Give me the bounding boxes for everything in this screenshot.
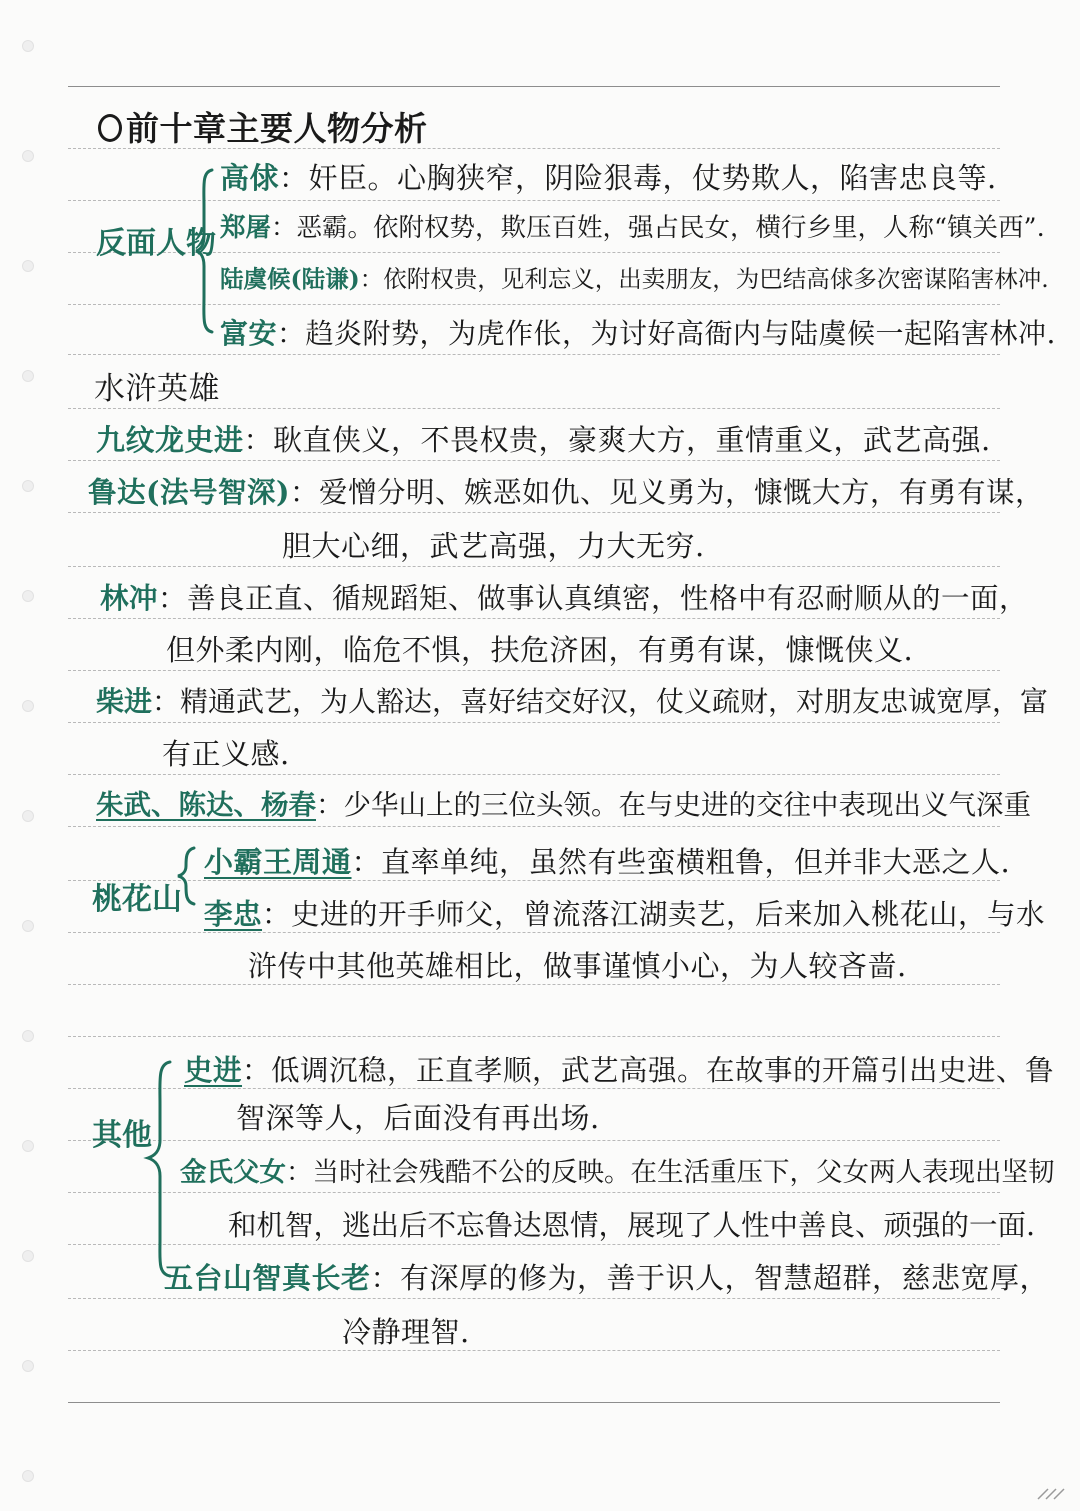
hero-desc: ：少华山上的三位头领。在与史进的交往中表现出义气深重 [316, 789, 1031, 821]
villain-entry [220, 213, 1045, 243]
hero-entry [88, 475, 1044, 509]
brace-icon [196, 166, 216, 336]
ruled-line [68, 722, 1000, 723]
taohuashan-desc-continued: 浒传中其他英雄相比，做事谨慎小心，为人较吝啬. [248, 949, 907, 983]
hero-name: 朱武、陈达、杨春 [96, 789, 316, 821]
villain-entry [220, 317, 1056, 350]
villain-entry [220, 161, 997, 195]
taohuashan-group-label: 桃花山 [92, 882, 182, 917]
hero-desc: ：善良正直、循规蹈矩、做事认真缜密，性格中有忍耐顺从的一面， [158, 582, 1029, 615]
villains-group-label: 反面人物 [96, 226, 216, 261]
villain-desc: ：趋炎附势，为虎作伥，为讨好高衙内与陆虞候一起陷害林冲. [277, 317, 1056, 350]
hero-desc: ：耿直侠义，不畏权贵，豪爽大方，重情重义，武艺高强. [243, 423, 991, 457]
ruled-line [68, 826, 1000, 827]
others-name: 五台山智真长老 [164, 1261, 371, 1295]
page-corner-mark-icon [1036, 1483, 1066, 1501]
brace-icon [146, 1060, 172, 1280]
ruled-line [68, 932, 1000, 933]
ruled-line [68, 460, 1000, 461]
others-name: 金氏父女 [180, 1157, 286, 1188]
ruled-line [68, 566, 1000, 567]
taohuashan-desc: ：史进的开手师父，曾流落江湖卖艺，后来加入桃花山，与水 [262, 898, 1046, 931]
ruled-line [68, 1244, 1000, 1245]
ruled-line [68, 1298, 1000, 1299]
others-desc-continued: 冷静理智. [342, 1315, 470, 1349]
hero-name: 九纹龙史进 [96, 423, 244, 457]
hero-entry [96, 423, 991, 457]
taohuashan-entry [204, 897, 1046, 931]
villain-name: 郑屠 [220, 213, 272, 243]
hero-desc: ：爱憎分明、嫉恶如仇、见义勇为，慷慨大方，有勇有谋， [289, 476, 1044, 509]
hero-entry [100, 581, 1029, 615]
ruled-line [68, 1350, 1000, 1351]
hero-entry [96, 789, 1031, 821]
others-desc: ：有深厚的修为，善于识人，智慧超群，慈悲宽厚， [370, 1261, 1050, 1295]
others-entry [180, 1157, 1055, 1188]
others-entry [184, 1053, 1055, 1087]
ruled-line [68, 354, 1000, 355]
others-desc: ：当时社会残酷不公的反映。在生活重压下，父女两人表现出坚韧 [286, 1157, 1055, 1188]
hero-desc-continued: 但外柔内刚，临危不惧，扶危济困，有勇有谋，慷慨侠义. [166, 633, 914, 667]
villain-desc: ：奸臣。心胸狭窄，阴险狠毒，仗势欺人，陷害忠良等. [279, 161, 997, 195]
ruled-line [68, 1192, 1000, 1193]
ruled-line [68, 618, 1000, 619]
villain-name: 陆虞候(陆谦) [220, 265, 360, 293]
taohuashan-name: 小霸王周通 [204, 845, 352, 879]
villain-name: 高俅 [220, 161, 280, 195]
hero-desc: ：精通武艺，为人豁达，喜好结交好汉，仗义疏财，对朋友忠诚宽厚，富 [152, 685, 1049, 718]
villain-desc: ：恶霸。依附权势，欺压百姓，强占民女，横行乡里，人称“镇关西”. [271, 213, 1045, 243]
ruled-line [68, 984, 1000, 985]
hero-name: 鲁达(法号智深) [88, 475, 290, 509]
ruled-line [68, 1088, 1000, 1089]
villain-desc: ：依附权贵，见利忘义，出卖朋友，为巴结高俅多次密谋陷害林冲. [359, 265, 1049, 293]
ruled-line [68, 148, 1000, 149]
page-title: 前十章主要人物分析 [126, 109, 428, 148]
taohuashan-desc: ：直率单纯，虽然有些蛮横粗鲁，但并非大恶之人. [351, 845, 1011, 879]
ruled-line [68, 512, 1000, 513]
others-desc-continued: 智深等人，后面没有再出场. [236, 1101, 600, 1135]
villain-entry [220, 265, 1049, 293]
brace-icon [178, 846, 198, 906]
hero-entry [96, 685, 1049, 718]
ruled-line [68, 880, 1000, 881]
others-name: 史进 [184, 1053, 243, 1087]
hero-desc-continued: 有正义感. [162, 737, 290, 771]
ruled-line [68, 1402, 1000, 1403]
hero-name: 林冲 [100, 581, 159, 615]
hero-desc-continued: 胆大心细，武艺高强，力大无穷. [282, 529, 705, 563]
villain-name: 富安 [220, 317, 278, 350]
taohuashan-name: 李忠 [204, 897, 263, 931]
ruled-line [68, 1036, 1000, 1037]
ruled-line [68, 670, 1000, 671]
hero-name: 柴进 [96, 685, 153, 718]
ruled-line [68, 408, 1000, 409]
others-desc-continued: 和机智，逃出后不忘鲁达恩情，展现了人性中善良、顽强的一面. [228, 1209, 1036, 1242]
ruled-line [68, 86, 1000, 87]
bullet-circle-icon [98, 114, 122, 142]
others-group-label: 其他 [92, 1118, 152, 1153]
others-desc: ：低调沉稳，正直孝顺，武艺高强。在故事的开篇引出史进、鲁 [242, 1054, 1055, 1087]
ruled-line [68, 774, 1000, 775]
section-heading: 水浒英雄 [94, 371, 220, 407]
taohuashan-entry [204, 845, 1011, 879]
others-entry [164, 1261, 1050, 1295]
ruled-line [68, 1140, 1000, 1141]
